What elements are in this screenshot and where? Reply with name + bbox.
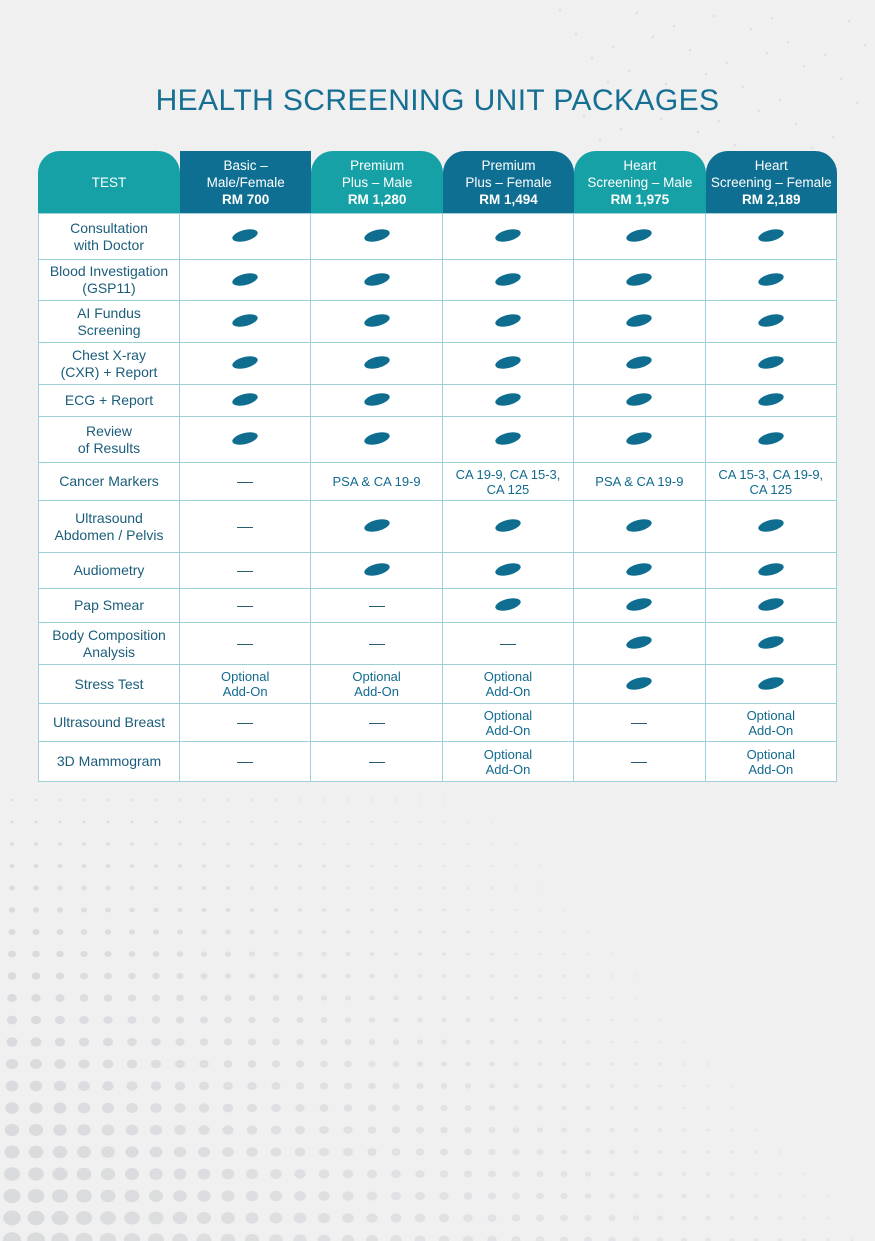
package-cell — [311, 589, 442, 623]
package-cell — [311, 704, 442, 742]
package-name-line2: Plus – Male — [341, 174, 413, 190]
package-cell — [706, 501, 837, 553]
cell-text-line: CA 19-9, CA 15-3, — [455, 466, 561, 482]
package-cell — [311, 553, 442, 589]
test-name-line: Analysis — [82, 643, 136, 660]
teal-oval-check-icon — [494, 354, 522, 371]
package-cell — [311, 742, 442, 782]
dash-icon — [631, 723, 647, 724]
package-cell — [180, 260, 311, 301]
package-name-line1: Premium — [481, 157, 536, 173]
header-row — [38, 151, 837, 213]
test-name-line: Screening — [77, 321, 141, 338]
package-cell — [574, 501, 705, 553]
package-price: RM 1,280 — [347, 191, 407, 207]
teal-oval-check-icon — [625, 634, 653, 651]
package-name-line2: Plus – Female — [465, 174, 552, 190]
cell-text-line: PSA & CA 19-9 — [595, 474, 684, 489]
dash-icon — [237, 723, 253, 724]
package-cell — [574, 301, 705, 343]
package-cell — [311, 213, 442, 260]
test-name-cell — [38, 553, 180, 589]
package-cell — [180, 665, 311, 704]
teal-oval-check-icon — [363, 561, 391, 578]
teal-oval-check-icon — [363, 354, 391, 371]
package-cell — [311, 260, 442, 301]
cell-text-line: CA 15-3, CA 19-9, — [718, 466, 824, 482]
teal-oval-check-icon — [625, 391, 653, 408]
cell-text-line: Optional — [220, 669, 270, 684]
test-name-line: Stress Test — [74, 675, 144, 692]
teal-oval-check-icon — [625, 430, 653, 447]
table-row — [38, 260, 837, 301]
package-cell — [311, 343, 442, 385]
teal-oval-check-icon — [625, 227, 653, 244]
dash-icon — [237, 644, 253, 645]
dash-icon — [237, 762, 253, 763]
test-name-line: Pap Smear — [73, 597, 145, 613]
cell-text — [221, 669, 269, 699]
test-name-cell — [38, 260, 180, 301]
test-name-cell — [38, 417, 180, 463]
teal-oval-check-icon — [363, 312, 391, 329]
package-price: RM 700 — [222, 191, 270, 207]
test-name-cell — [38, 589, 180, 623]
test-name-cell — [38, 623, 180, 665]
package-table — [38, 151, 837, 782]
package-cell — [706, 553, 837, 589]
cell-text-line: Optional — [483, 746, 533, 762]
package-cell — [706, 589, 837, 623]
teal-oval-check-icon — [757, 675, 785, 692]
package-cell — [443, 704, 574, 742]
table-row — [38, 417, 837, 463]
cell-text — [747, 708, 795, 738]
test-name-line: (CXR) + Report — [60, 363, 158, 380]
table-row — [38, 589, 837, 623]
table-row — [38, 553, 837, 589]
teal-oval-check-icon — [363, 517, 391, 534]
test-name-cell — [38, 665, 180, 704]
test-name-cell — [38, 213, 180, 260]
teal-oval-check-icon — [494, 391, 522, 408]
cell-text-line: Optional — [352, 669, 401, 684]
package-cell — [574, 417, 705, 463]
test-name-line: Audiometry — [73, 562, 145, 578]
test-name-cell — [38, 343, 180, 385]
cell-text — [333, 474, 421, 489]
package-cell — [311, 385, 442, 417]
teal-oval-check-icon — [231, 271, 259, 288]
teal-oval-check-icon — [363, 227, 391, 244]
table-row — [38, 213, 837, 260]
package-cell — [443, 742, 574, 782]
cell-text — [484, 747, 532, 777]
package-cell — [706, 343, 837, 385]
test-name-line: Cancer Markers — [59, 473, 159, 489]
package-cell — [574, 553, 705, 589]
package-cell — [311, 501, 442, 553]
cell-text-line: Add-On — [748, 761, 794, 777]
table-row — [38, 704, 837, 742]
package-cell — [574, 742, 705, 782]
table-row — [38, 742, 837, 782]
cell-text — [718, 467, 823, 497]
test-name-cell — [38, 301, 180, 343]
teal-oval-check-icon — [757, 271, 785, 288]
dash-icon — [369, 606, 385, 607]
teal-oval-check-icon — [757, 391, 785, 408]
dash-icon — [369, 644, 385, 645]
package-name-line2: Male/Female — [206, 174, 285, 190]
test-name-line: Abdomen / Pelvis — [54, 526, 164, 543]
header-package — [180, 151, 311, 213]
dash-icon — [237, 527, 253, 528]
test-name-cell — [38, 463, 180, 501]
package-cell — [706, 665, 837, 704]
package-cell — [443, 589, 574, 623]
package-name-line1: Basic – — [223, 157, 268, 173]
cell-text — [595, 474, 683, 489]
package-cell — [443, 665, 574, 704]
cell-text — [747, 747, 795, 777]
header-package — [574, 151, 705, 213]
teal-oval-check-icon — [494, 596, 522, 613]
teal-oval-check-icon — [757, 517, 785, 534]
package-cell — [443, 553, 574, 589]
package-cell — [311, 417, 442, 463]
cell-text-line: PSA & CA 19-9 — [332, 474, 421, 489]
test-name-line: of Results — [77, 439, 141, 456]
package-name-line1: Heart — [754, 157, 788, 173]
teal-oval-check-icon — [757, 354, 785, 371]
package-cell — [706, 704, 837, 742]
teal-oval-check-icon — [625, 596, 653, 613]
cell-text — [484, 669, 532, 699]
test-name-cell — [38, 704, 180, 742]
teal-oval-check-icon — [231, 227, 259, 244]
package-cell — [706, 623, 837, 665]
package-cell — [180, 463, 311, 501]
package-cell — [443, 385, 574, 417]
package-cell — [574, 623, 705, 665]
test-name-cell — [38, 501, 180, 553]
teal-oval-check-icon — [625, 312, 653, 329]
table-row — [38, 301, 837, 343]
teal-oval-check-icon — [231, 354, 259, 371]
dash-icon — [369, 762, 385, 763]
package-cell — [574, 589, 705, 623]
header-test: TEST — [38, 151, 180, 213]
package-cell — [180, 343, 311, 385]
package-cell — [574, 343, 705, 385]
table-row — [38, 623, 837, 665]
package-cell — [574, 665, 705, 704]
cell-text-line: CA 125 — [486, 481, 530, 497]
package-cell — [706, 385, 837, 417]
test-name-line: ECG + Report — [64, 392, 154, 408]
package-price: RM 2,189 — [742, 191, 801, 207]
test-name-line: Ultrasound Breast — [52, 714, 166, 730]
table-row — [38, 343, 837, 385]
package-cell — [574, 213, 705, 260]
teal-oval-check-icon — [757, 312, 785, 329]
dash-icon — [631, 762, 647, 763]
teal-oval-check-icon — [494, 517, 522, 534]
cell-text-line: CA 125 — [749, 481, 793, 497]
teal-oval-check-icon — [494, 561, 522, 578]
teal-oval-check-icon — [363, 391, 391, 408]
package-name-line2: Screening – Male — [587, 174, 693, 190]
table-row — [38, 385, 837, 417]
cell-text-line: Optional — [483, 707, 533, 723]
cell-text-line: Optional — [746, 707, 795, 723]
test-name-line: 3D Mammogram — [56, 753, 162, 769]
teal-oval-check-icon — [363, 271, 391, 288]
teal-oval-check-icon — [363, 430, 391, 447]
dash-icon — [237, 482, 253, 483]
page-title: HEALTH SCREENING UNIT PACKAGES — [155, 84, 720, 117]
header-package — [311, 151, 442, 213]
package-cell — [574, 463, 705, 501]
package-cell — [574, 260, 705, 301]
test-name-line: Ultrasound — [75, 509, 143, 526]
package-cell — [180, 704, 311, 742]
cell-text-line: Add-On — [354, 684, 399, 699]
header-package — [706, 151, 837, 213]
cell-text-line: Add-On — [222, 684, 268, 699]
teal-oval-check-icon — [494, 227, 522, 244]
package-cell — [180, 742, 311, 782]
teal-oval-check-icon — [494, 271, 522, 288]
teal-oval-check-icon — [757, 227, 785, 244]
dash-icon — [237, 571, 253, 572]
package-cell — [706, 742, 837, 782]
teal-oval-check-icon — [757, 430, 785, 447]
package-cell — [443, 417, 574, 463]
teal-oval-check-icon — [494, 430, 522, 447]
package-cell — [180, 417, 311, 463]
test-name-line: Body Composition — [52, 626, 166, 643]
package-cell — [311, 665, 442, 704]
cell-text-line: Add-On — [748, 722, 794, 738]
package-cell — [443, 301, 574, 343]
teal-oval-check-icon — [625, 675, 653, 692]
package-cell — [706, 301, 837, 343]
teal-oval-check-icon — [757, 596, 785, 613]
teal-oval-check-icon — [757, 561, 785, 578]
test-name-line: Chest X-ray — [72, 346, 146, 363]
test-name-cell — [38, 385, 180, 417]
test-name-line: with Doctor — [73, 236, 145, 253]
dash-icon — [500, 644, 516, 645]
teal-oval-check-icon — [231, 391, 259, 408]
package-name-line2: Screening – Female — [710, 174, 832, 190]
cell-text-line: Add-On — [485, 722, 531, 738]
package-price: RM 1,975 — [610, 191, 670, 207]
table-row — [38, 665, 837, 704]
package-cell — [706, 260, 837, 301]
package-cell — [443, 343, 574, 385]
cell-text — [456, 467, 561, 497]
package-cell — [574, 704, 705, 742]
package-name-line1: Premium — [350, 157, 405, 173]
package-cell — [180, 385, 311, 417]
cell-text-line: Optional — [483, 669, 533, 684]
package-cell — [311, 463, 442, 501]
test-name-line: (GSP11) — [82, 280, 136, 296]
package-cell — [180, 301, 311, 343]
test-name-line: Consultation — [70, 219, 148, 236]
teal-oval-check-icon — [625, 517, 653, 534]
cell-text — [352, 669, 400, 699]
dash-icon — [237, 606, 253, 607]
package-cell — [443, 623, 574, 665]
test-name-cell — [38, 742, 180, 782]
package-cell — [443, 213, 574, 260]
package-cell — [311, 623, 442, 665]
package-cell — [443, 463, 574, 501]
dash-icon — [369, 723, 385, 724]
teal-oval-check-icon — [625, 354, 653, 371]
package-cell — [180, 623, 311, 665]
package-cell — [443, 501, 574, 553]
package-cell — [443, 260, 574, 301]
test-name-line: AI Fundus — [77, 304, 141, 321]
teal-oval-check-icon — [231, 430, 259, 447]
cell-text-line: Add-On — [485, 761, 531, 777]
table-row — [38, 463, 837, 501]
cell-text-line: Add-On — [485, 684, 531, 699]
package-cell — [706, 213, 837, 260]
cell-text — [484, 708, 532, 738]
test-name-line: Blood Investigation — [49, 263, 169, 279]
table-row — [38, 501, 837, 553]
teal-oval-check-icon — [625, 561, 653, 578]
teal-oval-check-icon — [625, 271, 653, 288]
package-cell — [706, 463, 837, 501]
package-cell — [311, 301, 442, 343]
teal-oval-check-icon — [757, 634, 785, 651]
package-cell — [180, 553, 311, 589]
package-name-line1: Heart — [623, 157, 657, 173]
cell-text-line: Optional — [746, 746, 795, 762]
test-name-line: Review — [86, 422, 132, 439]
package-cell — [180, 589, 311, 623]
package-cell — [706, 417, 837, 463]
package-cell — [180, 213, 311, 260]
package-price: RM 1,494 — [479, 191, 538, 207]
header-package — [443, 151, 574, 213]
package-cell — [574, 385, 705, 417]
teal-oval-check-icon — [231, 312, 259, 329]
teal-oval-check-icon — [494, 312, 522, 329]
package-cell — [180, 501, 311, 553]
